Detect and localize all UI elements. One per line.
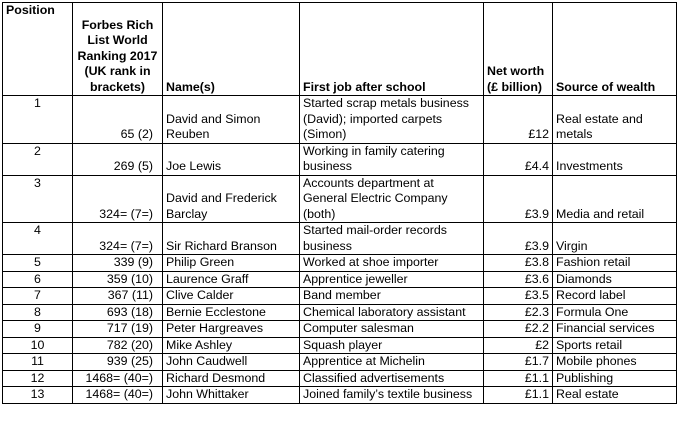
cell-source: Diamonds (553, 271, 677, 288)
cell-position: 6 (3, 271, 73, 288)
cell-first-job: Started mail-order records business (300, 223, 484, 255)
header-forbes-ranking: Forbes Rich List World Ranking 2017 (UK rank in brackets) (73, 3, 163, 96)
cell-position: 10 (3, 337, 73, 354)
header-names: Name(s) (163, 3, 300, 96)
cell-ranking: 324= (7=) (73, 223, 163, 255)
cell-net-worth: £3.6 (484, 271, 553, 288)
cell-source: Publishing (553, 370, 677, 387)
cell-net-worth: £12 (484, 96, 553, 144)
cell-net-worth: £3.5 (484, 288, 553, 305)
cell-names: David and Frederick Barclay (163, 175, 300, 223)
cell-names: Joe Lewis (163, 143, 300, 175)
cell-first-job: Band member (300, 288, 484, 305)
table-row (3, 370, 677, 387)
table-row (3, 321, 677, 338)
header-row (3, 3, 677, 96)
table-row (3, 223, 677, 255)
cell-ranking: 717 (19) (73, 321, 163, 338)
header-net-worth: Net worth (£ billion) (484, 3, 553, 96)
cell-names: John Caudwell (163, 354, 300, 371)
cell-net-worth: £2.2 (484, 321, 553, 338)
cell-net-worth: £2 (484, 337, 553, 354)
cell-source: Formula One (553, 304, 677, 321)
header-position: Position (3, 3, 73, 96)
cell-first-job: Classified advertisements (300, 370, 484, 387)
table-row (3, 387, 677, 404)
cell-ranking: 367 (11) (73, 288, 163, 305)
cell-ranking: 782 (20) (73, 337, 163, 354)
cell-net-worth: £2.3 (484, 304, 553, 321)
cell-net-worth: £1.7 (484, 354, 553, 371)
cell-ranking: 339 (9) (73, 255, 163, 272)
cell-net-worth: £1.1 (484, 387, 553, 404)
cell-names: Richard Desmond (163, 370, 300, 387)
cell-first-job: Apprentice jeweller (300, 271, 484, 288)
cell-source: Financial services (553, 321, 677, 338)
cell-source: Investments (553, 143, 677, 175)
cell-first-job: Apprentice at Michelin (300, 354, 484, 371)
cell-net-worth: £4.4 (484, 143, 553, 175)
cell-first-job: Joined family’s textile business (300, 387, 484, 404)
cell-ranking: 359 (10) (73, 271, 163, 288)
cell-first-job: Worked at shoe importer (300, 255, 484, 272)
table-row (3, 143, 677, 175)
table-body (3, 96, 677, 404)
cell-position: 1 (3, 96, 73, 144)
table-row (3, 354, 677, 371)
table-row (3, 271, 677, 288)
cell-source: Virgin (553, 223, 677, 255)
cell-first-job: Working in family catering business (300, 143, 484, 175)
cell-source: Mobile phones (553, 354, 677, 371)
table-row (3, 288, 677, 305)
cell-position: 3 (3, 175, 73, 223)
header-source: Source of wealth (553, 3, 677, 96)
cell-source: Real estate and metals (553, 96, 677, 144)
cell-position: 13 (3, 387, 73, 404)
cell-source: Real estate (553, 387, 677, 404)
cell-names: Clive Calder (163, 288, 300, 305)
cell-position: 2 (3, 143, 73, 175)
header-first-job: First job after school (300, 3, 484, 96)
cell-ranking: 939 (25) (73, 354, 163, 371)
cell-ranking: 324= (7=) (73, 175, 163, 223)
cell-source: Media and retail (553, 175, 677, 223)
cell-position: 7 (3, 288, 73, 305)
cell-source: Sports retail (553, 337, 677, 354)
cell-names: Bernie Ecclestone (163, 304, 300, 321)
cell-position: 4 (3, 223, 73, 255)
cell-ranking: 1468= (40=) (73, 370, 163, 387)
cell-ranking: 1468= (40=) (73, 387, 163, 404)
cell-position: 9 (3, 321, 73, 338)
cell-net-worth: £3.9 (484, 175, 553, 223)
table-row (3, 337, 677, 354)
cell-position: 12 (3, 370, 73, 387)
cell-net-worth: £1.1 (484, 370, 553, 387)
cell-source: Fashion retail (553, 255, 677, 272)
cell-net-worth: £3.9 (484, 223, 553, 255)
cell-ranking: 693 (18) (73, 304, 163, 321)
cell-ranking: 269 (5) (73, 143, 163, 175)
cell-position: 11 (3, 354, 73, 371)
cell-names: Sir Richard Branson (163, 223, 300, 255)
cell-names: David and Simon Reuben (163, 96, 300, 144)
cell-names: Philip Green (163, 255, 300, 272)
cell-first-job: Computer salesman (300, 321, 484, 338)
cell-first-job: Accounts department at General Electric Company (both) (300, 175, 484, 223)
table-row (3, 304, 677, 321)
cell-source: Record label (553, 288, 677, 305)
table-row (3, 175, 677, 223)
cell-first-job: Started scrap metals business (David); imported carpets (Simon) (300, 96, 484, 144)
rich-list-table (2, 2, 677, 404)
cell-names: Mike Ashley (163, 337, 300, 354)
cell-position: 5 (3, 255, 73, 272)
cell-ranking: 65 (2) (73, 96, 163, 144)
cell-first-job: Chemical laboratory assistant (300, 304, 484, 321)
cell-names: Peter Hargreaves (163, 321, 300, 338)
table-row (3, 96, 677, 144)
cell-first-job: Squash player (300, 337, 484, 354)
cell-net-worth: £3.8 (484, 255, 553, 272)
cell-position: 8 (3, 304, 73, 321)
cell-names: John Whittaker (163, 387, 300, 404)
table-row (3, 255, 677, 272)
cell-names: Laurence Graff (163, 271, 300, 288)
